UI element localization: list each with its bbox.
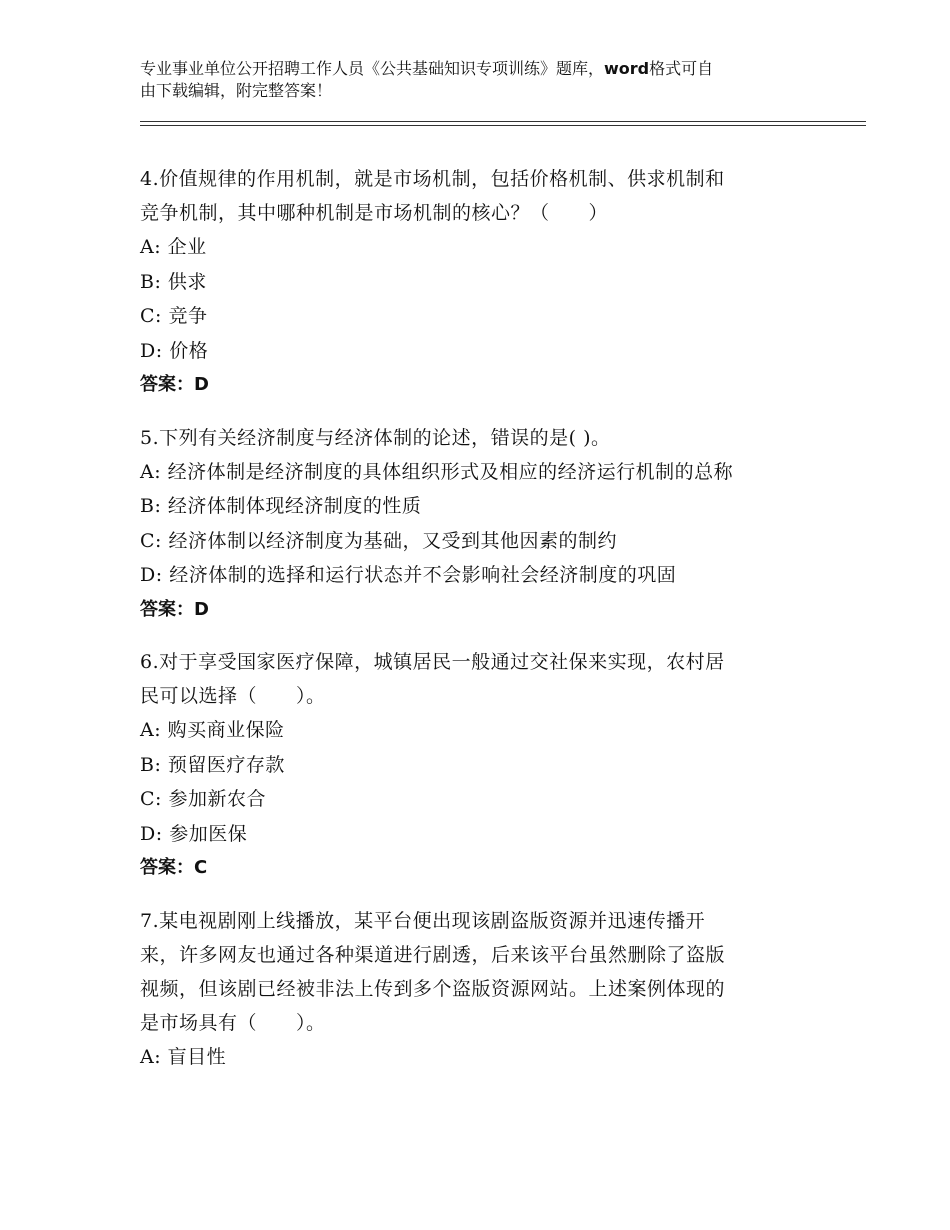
option-letter: C: bbox=[140, 788, 162, 810]
option-text: 参加新农合 bbox=[168, 788, 267, 810]
question-stem-line: 6.对于享受国家医疗保障，城镇居民一般通过交社保来实现，农村居 bbox=[140, 651, 725, 673]
question-stem-line: 来，许多网友也通过各种渠道进行剧透，后来该平台虽然删除了盗版 bbox=[140, 943, 726, 966]
question-stem bbox=[140, 162, 820, 230]
document-header bbox=[140, 58, 820, 102]
header-divider bbox=[140, 121, 866, 122]
question-stem bbox=[140, 421, 820, 455]
option-text: 预留医疗存款 bbox=[167, 753, 285, 776]
question-stem-line: 竞争机制，其中哪种机制是市场机制的核心？（ ） bbox=[140, 202, 609, 224]
option-text: 竞争 bbox=[168, 305, 208, 327]
header-divider bbox=[140, 125, 866, 126]
option-text: 经济体制以经济制度为基础，又受到其他因素的制约 bbox=[168, 529, 618, 552]
answer-line bbox=[140, 593, 820, 628]
option-letter: A: bbox=[140, 719, 162, 741]
question-stem-line: 是市场具有（ ）。 bbox=[140, 1011, 326, 1034]
header-line-2: 由下载编辑，附完整答案！ bbox=[140, 81, 333, 100]
option-text: 企业 bbox=[167, 236, 207, 258]
answer-line bbox=[140, 368, 820, 403]
option-b bbox=[140, 265, 820, 300]
question-list bbox=[140, 162, 820, 1092]
question-stem-line: 民可以选择（ ）。 bbox=[140, 685, 326, 707]
question-stem bbox=[140, 904, 820, 1040]
option-text: 经济体制的选择和运行状态并不会影响社会经济制度的巩固 bbox=[169, 564, 677, 586]
option-letter: C: bbox=[140, 305, 162, 327]
option-letter: B: bbox=[140, 495, 162, 517]
answer-label: 答案： bbox=[140, 857, 194, 878]
question-item bbox=[140, 904, 820, 1075]
answer-value: C bbox=[194, 857, 208, 878]
question-stem-line: 视频，但该剧已经被非法上传到多个盗版资源网站。上述案例体现的 bbox=[140, 977, 726, 1000]
option-a bbox=[140, 1040, 820, 1075]
question-stem-line: 4.价值规律的作用机制，就是市场机制，包括价格机制、供求机制和 bbox=[140, 168, 725, 190]
header-text: 格式可自 bbox=[649, 59, 714, 78]
answer-value: D bbox=[194, 374, 209, 395]
question-item bbox=[140, 645, 820, 886]
option-letter: D: bbox=[140, 822, 163, 845]
question-item bbox=[140, 421, 820, 628]
option-letter: A: bbox=[140, 236, 162, 258]
option-letter: C: bbox=[140, 529, 162, 552]
option-a bbox=[140, 455, 820, 490]
option-b bbox=[140, 748, 820, 783]
header-text: 专业事业单位公开招聘工作人员《公共基础知识专项训练》题库， bbox=[140, 59, 605, 78]
option-c bbox=[140, 299, 820, 334]
answer-line bbox=[140, 851, 820, 886]
option-b bbox=[140, 489, 820, 524]
header-word: word bbox=[604, 59, 650, 78]
option-d bbox=[140, 558, 820, 593]
option-text: 盲目性 bbox=[167, 1045, 227, 1068]
question-stem-line: 5.下列有关经济制度与经济体制的论述，错误的是( )。 bbox=[140, 426, 611, 449]
option-letter: B: bbox=[140, 753, 162, 776]
question-stem bbox=[140, 645, 820, 713]
answer-label: 答案： bbox=[140, 598, 194, 620]
option-letter: D: bbox=[140, 339, 163, 362]
option-d bbox=[140, 817, 820, 852]
option-c bbox=[140, 524, 820, 559]
option-a bbox=[140, 713, 820, 748]
option-letter: D: bbox=[140, 564, 163, 586]
option-a bbox=[140, 230, 820, 265]
option-letter: A: bbox=[140, 460, 162, 483]
answer-label: 答案： bbox=[140, 374, 194, 395]
question-stem-line: 7.某电视剧刚上线播放，某平台便出现该剧盗版资源并迅速传播开 bbox=[140, 909, 706, 932]
answer-value: D bbox=[194, 598, 209, 620]
option-letter: B: bbox=[140, 270, 162, 293]
option-text: 供求 bbox=[167, 270, 207, 293]
option-text: 价格 bbox=[169, 339, 209, 362]
option-text: 经济体制体现经济制度的性质 bbox=[167, 495, 422, 517]
header-line-1 bbox=[140, 58, 820, 80]
question-item bbox=[140, 162, 820, 403]
option-text: 参加医保 bbox=[169, 822, 248, 845]
option-d bbox=[140, 334, 820, 369]
option-letter: A: bbox=[140, 1045, 162, 1068]
option-c bbox=[140, 782, 820, 817]
option-text: 经济体制是经济制度的具体组织形式及相应的经济运行机制的总称 bbox=[167, 460, 734, 483]
option-text: 购买商业保险 bbox=[167, 719, 285, 741]
